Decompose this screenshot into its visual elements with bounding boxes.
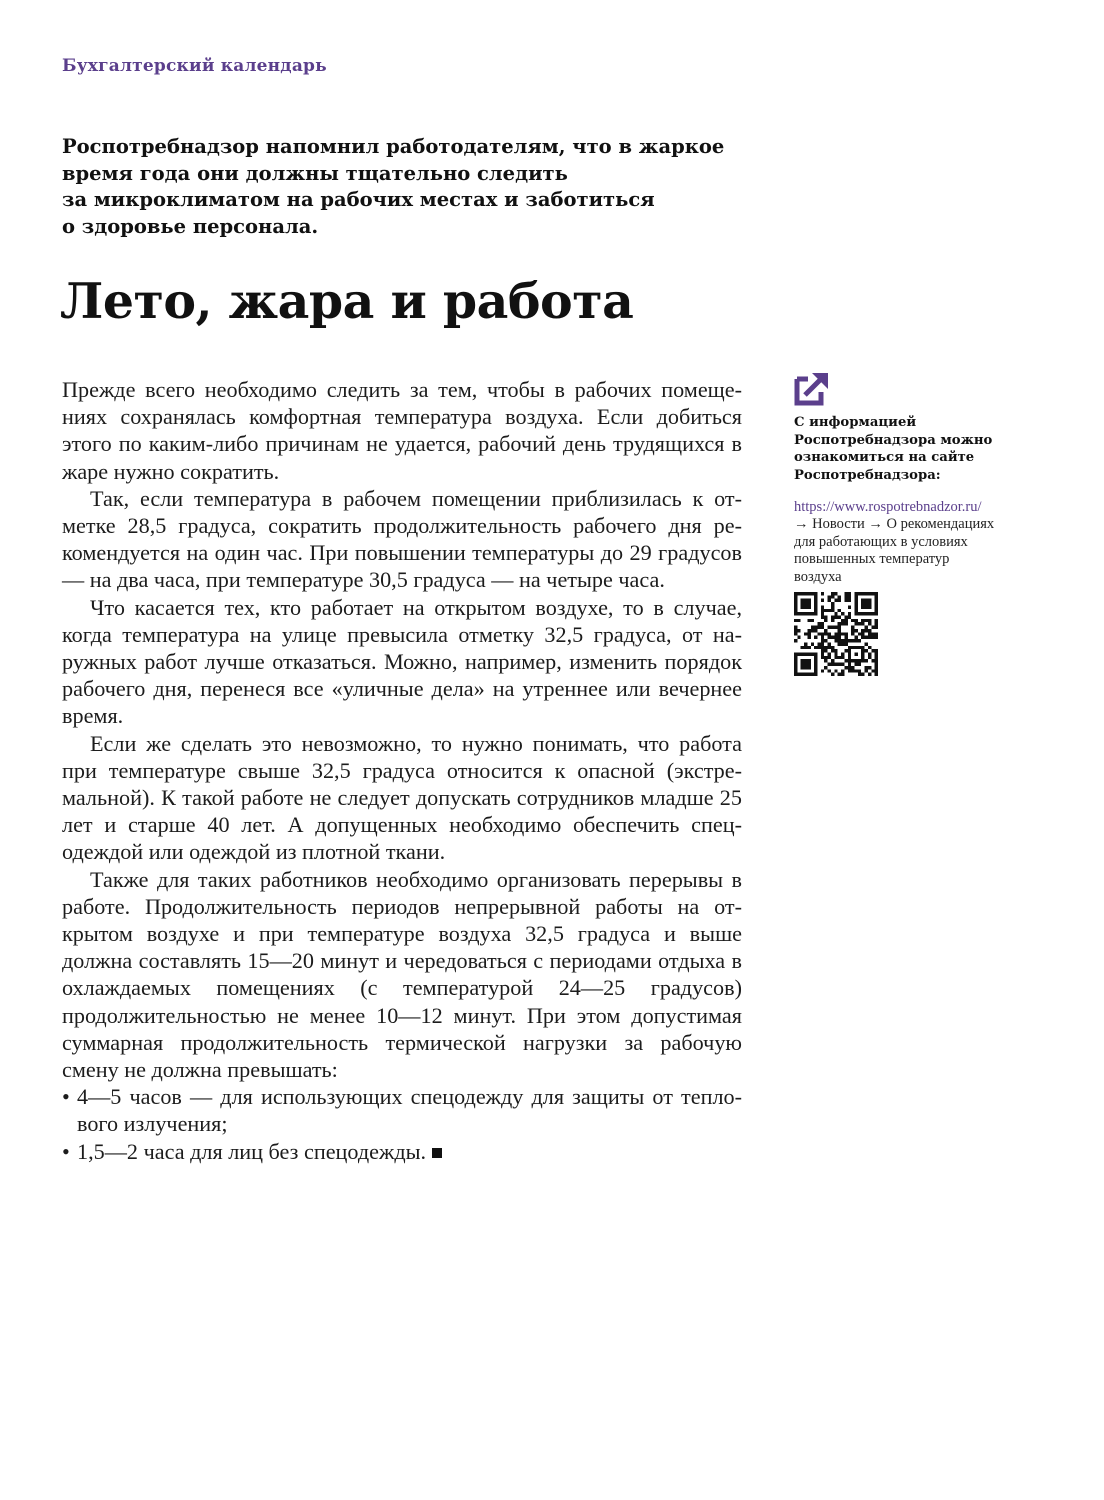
- external-link-icon: [794, 370, 830, 406]
- sidebar-path: [794, 516, 1024, 586]
- bullet-item: [62, 1138, 742, 1165]
- bullet-text: 4—5 часов — для использующих спецодежду для защиты от теплового излучения;: [77, 1084, 742, 1137]
- body-paragraph: Если же сделать это невозможно, то нужно понимать, что работа при температуре свыше 32,5 градуса относится к опасной (экстремальной). К такой работе не следует допускать сотрудников младше 25 лет и старше 40 лет. А допущенных необходимо обеспечить спецодеждой или одеждой из плотной ткани.: [62, 730, 742, 865]
- qr-code-icon[interactable]: [794, 592, 878, 676]
- bullet-marker: •: [62, 1138, 70, 1164]
- body-paragraph: Также для таких работников необходимо организовать перерывы в работе. Продолжительность периодов непрерывной работы на открытом воздухе и при температуре воздуха 32,5 градуса и выше должна составлять 15—20 минут и чередоваться с периодами отдыха в охлаждаемых помещениях (с температурой 24—25 градусов) продолжительностью не менее 10—12 минут. При этом допустимая суммарная продолжительность термической нагрузки за рабочую смену не должна превышать:: [62, 866, 742, 1083]
- bullet-item: [62, 1083, 742, 1137]
- sidebar-path-line: повышенных температур: [794, 551, 950, 568]
- lead-line: о здоровье персонала.: [62, 214, 319, 238]
- end-of-article-mark: [432, 1148, 442, 1158]
- sidebar-heading: [794, 414, 1024, 484]
- body-paragraph: Так, если температура в рабочем помещении приблизилась к отметке 28,5 градуса, сократить продолжительность рабочего дня рекомендуется на один час. При повышении температуры до 29 градусов — на два часа, при температуре 30,5 градуса — на четыре часа.: [62, 485, 742, 593]
- body-paragraph: Что касается тех, кто работает на открытом воздухе, то в случае, когда температура на улице превысила отметку 32,5 градуса, от наружных работ лучше отказаться. Можно, например, изменить порядок рабочего дня, перенеся все «уличные дела» на утреннее или вечернее время.: [62, 594, 742, 729]
- sidebar-url-link[interactable]: https://www.rospotrebnadzor.ru/: [794, 499, 982, 515]
- sidebar-heading-line: С информацией: [794, 415, 917, 430]
- bullet-marker: •: [62, 1084, 70, 1110]
- sidebar-heading-line: Роспотребнадзора можно: [794, 432, 993, 448]
- sidebar-path-line: воздуха: [794, 568, 842, 585]
- sidebar-path-line: → Новости → О рекомендациях: [794, 516, 995, 532]
- sidebar-note: [794, 370, 1024, 676]
- lead-line: за микроклиматом на рабочих местах и заботиться: [62, 188, 655, 211]
- sidebar-heading-line: ознакомиться на сайте: [794, 450, 975, 465]
- bullet-text: 1,5—2 часа для лиц без спецодежды.: [77, 1138, 427, 1164]
- sidebar-path-line: для работающих в условиях: [794, 533, 968, 550]
- bullet-list: [62, 1083, 742, 1165]
- lead-line: время года они должны тщательно следить: [62, 161, 568, 185]
- sidebar-heading-line: Роспотребнадзора:: [794, 467, 941, 483]
- article-headline: Лето, жара и работа: [60, 272, 634, 330]
- article-body: [62, 376, 742, 1165]
- body-paragraph: Прежде всего необходимо следить за тем, чтобы в рабочих помещениях сохранялась комфортная температура воздуха. Если добиться этого по каким-либо причинам не удается, рабочий день трудящихся в жаре нужно сократить.: [62, 377, 742, 484]
- lead-line: Роспотребнадзор напомнил работодателям, что в жаркое: [62, 135, 725, 158]
- section-label: Бухгалтерский календарь: [62, 56, 327, 76]
- lead-paragraph: [62, 134, 762, 240]
